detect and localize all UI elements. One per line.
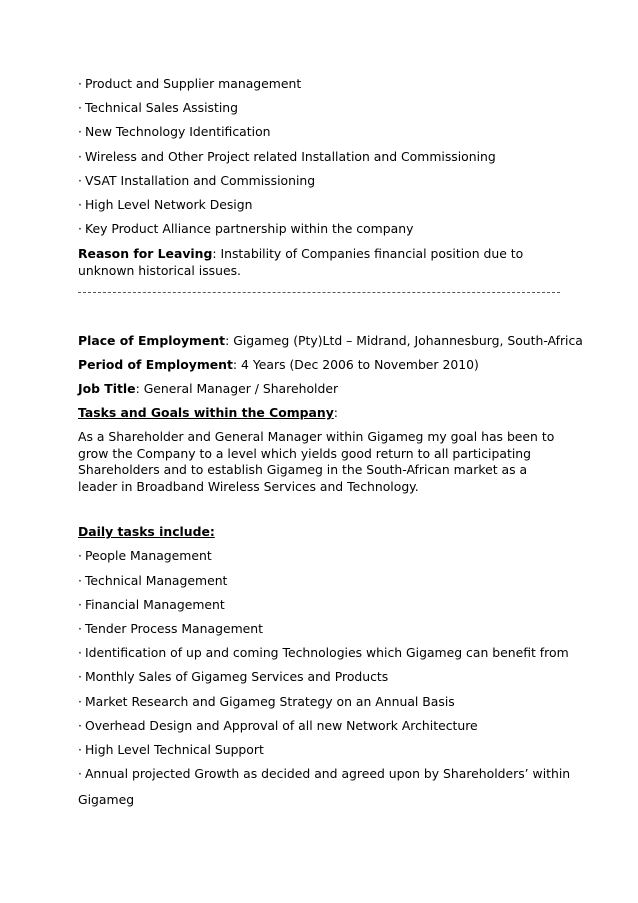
period-of-employment bbox=[78, 357, 479, 373]
daily-tasks-heading bbox=[78, 524, 215, 540]
job-title bbox=[78, 381, 338, 397]
reason-for-leaving bbox=[78, 246, 560, 279]
list-item bbox=[78, 694, 455, 710]
list-item-text: Annual projected Growth as decided and agreed upon by Shareholders’ within bbox=[84, 766, 571, 781]
list-item-text: Tender Process Management bbox=[84, 621, 263, 636]
bullet-icon: · bbox=[78, 100, 82, 115]
tasks-heading-text: Tasks and Goals within the Company bbox=[78, 405, 334, 420]
bullet-icon: · bbox=[78, 621, 82, 636]
bullet-icon: · bbox=[78, 197, 82, 212]
list-item bbox=[78, 76, 301, 92]
list-item-text: Key Product Alliance partnership within the company bbox=[84, 221, 414, 236]
list-item bbox=[78, 221, 413, 237]
list-item-text: VSAT Installation and Commissioning bbox=[84, 173, 316, 188]
place-of-employment bbox=[78, 333, 583, 349]
list-item-text: Identification of up and coming Technologies which Gigameg can benefit from bbox=[84, 645, 569, 660]
bullet-icon: · bbox=[78, 597, 82, 612]
list-item bbox=[78, 573, 227, 589]
list-item-continuation: Gigameg bbox=[78, 792, 135, 807]
list-item bbox=[78, 149, 496, 165]
list-item-text: People Management bbox=[84, 548, 212, 563]
job-title-value: : General Manager / Shareholder bbox=[135, 381, 339, 396]
list-item-text: Technical Sales Assisting bbox=[84, 100, 239, 115]
period-value: : 4 Years (Dec 2006 to November 2010) bbox=[232, 357, 479, 372]
list-item bbox=[78, 766, 570, 782]
bullet-icon: · bbox=[78, 76, 82, 91]
list-item-text: New Technology Identification bbox=[84, 124, 271, 139]
list-item bbox=[78, 742, 264, 758]
list-item bbox=[78, 548, 212, 564]
list-item bbox=[78, 669, 388, 685]
place-label: Place of Employment bbox=[78, 333, 226, 348]
list-item-text: Technical Management bbox=[84, 573, 228, 588]
bullet-icon: · bbox=[78, 694, 82, 709]
list-item bbox=[78, 173, 315, 189]
tasks-heading-colon: : bbox=[333, 405, 338, 420]
place-value: : Gigameg (Pty)Ltd – Midrand, Johannesburg, South-Africa bbox=[225, 333, 583, 348]
bullet-icon: · bbox=[78, 221, 82, 236]
job-title-label: Job Title bbox=[78, 381, 136, 396]
list-item-text: Market Research and Gigameg Strategy on an Annual Basis bbox=[84, 694, 455, 709]
bullet-icon: · bbox=[78, 149, 82, 164]
bullet-icon: · bbox=[78, 173, 82, 188]
bullet-icon: · bbox=[78, 718, 82, 733]
section-divider bbox=[78, 292, 560, 293]
list-item bbox=[78, 645, 569, 661]
list-item-text: Monthly Sales of Gigameg Services and Products bbox=[84, 669, 389, 684]
list-item-text: Overhead Design and Approval of all new Network Architecture bbox=[84, 718, 478, 733]
list-item bbox=[78, 124, 271, 140]
list-item bbox=[78, 597, 225, 613]
list-item bbox=[78, 100, 238, 116]
bullet-icon: · bbox=[78, 742, 82, 757]
list-item bbox=[78, 621, 263, 637]
bullet-icon: · bbox=[78, 124, 82, 139]
reason-label: Reason for Leaving bbox=[78, 246, 213, 261]
list-item bbox=[78, 718, 478, 734]
reason-text: : Instability of Companies financial position due to unknown historical issues. bbox=[78, 246, 524, 278]
bullet-icon: · bbox=[78, 548, 82, 563]
list-item-text: High Level Network Design bbox=[84, 197, 253, 212]
list-item-text: Product and Supplier management bbox=[84, 76, 302, 91]
daily-tasks-heading-text: Daily tasks include: bbox=[78, 524, 215, 539]
period-label: Period of Employment bbox=[78, 357, 233, 372]
bullet-icon: · bbox=[78, 766, 82, 781]
bullet-icon: · bbox=[78, 645, 82, 660]
list-item-text: High Level Technical Support bbox=[84, 742, 264, 757]
bullet-icon: · bbox=[78, 669, 82, 684]
tasks-paragraph: As a Shareholder and General Manager within Gigameg my goal has been to grow the Company to a level which yields good return to all participating Shareholders and to establish Gigameg in the South-African market as a leader in Broadband Wireless Services and Technology. bbox=[78, 429, 555, 494]
bullet-icon: · bbox=[78, 573, 82, 588]
list-item-text: Wireless and Other Project related Installation and Commissioning bbox=[84, 149, 496, 164]
list-item bbox=[78, 197, 252, 213]
list-item-text: Financial Management bbox=[84, 597, 225, 612]
tasks-heading bbox=[78, 405, 338, 421]
